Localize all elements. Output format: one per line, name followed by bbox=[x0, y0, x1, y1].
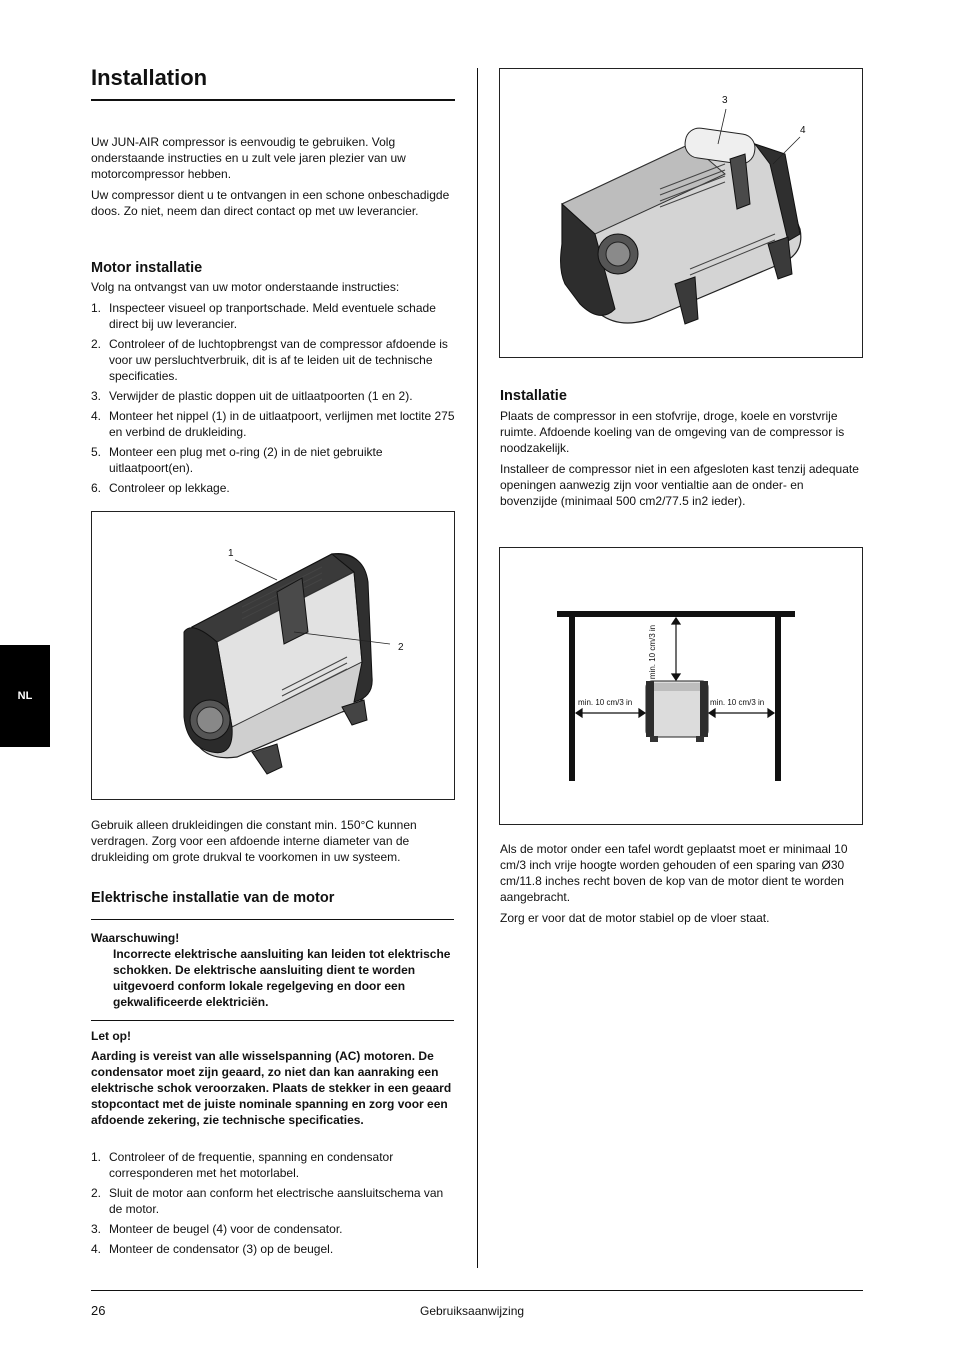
installatie-paragraph-2: Installeer de compressor niet in een afgesloten kast tenzij adequate openingen aanwezig zijn voor ventialtie aan de onder- en bovenzijde (minimaal 500 cm2/77.5 in2 ieder). bbox=[500, 462, 859, 508]
list-item: 2. Sluit de motor aan conform het electrische aansluitschema van de motor. bbox=[91, 1186, 444, 1216]
list-item: 1. Inspecteer visueel op tranportschade. Meld eventuele schade direct bij uw leverancier. bbox=[91, 301, 436, 331]
clearance-diagram bbox=[499, 547, 863, 825]
floor-stability-note: Zorg er voor dat de motor stabiel op de vloer staat. bbox=[500, 911, 770, 925]
motor-lead: Volg na ontvangst van uw motor onderstaande instructies: bbox=[91, 280, 400, 294]
list-item: 3. Monteer de beugel (4) voor de condensator. bbox=[91, 1222, 343, 1236]
language-tab: NL bbox=[0, 645, 50, 747]
list-item: 2. Controleer of de luchtopbrengst van de compressor afdoende is voor uw persluchtverbruik, dit is af te leiden uit de technische specificaties. bbox=[91, 337, 448, 383]
installatie-paragraph-1: Plaats de compressor in een stofvrije, droge, koele en vorstvrije ruimte. Afdoende koeling van de omgeving van de compressor is noodzakelijk. bbox=[500, 409, 845, 455]
installatie-heading: Installatie bbox=[500, 388, 567, 404]
note-title: Let op! bbox=[91, 1029, 131, 1043]
intro-paragraph-1: Uw JUN-AIR compressor is eenvoudig te gebruiken. Volg onderstaande instructies en u zult vele jaren plezier van uw motorcompressor hebben. bbox=[91, 135, 406, 181]
title-rule bbox=[91, 99, 455, 101]
clearance-top-label: min. 10 cm/3 in bbox=[648, 624, 658, 680]
elec-heading: Elektrische installatie van de motor bbox=[91, 890, 335, 906]
footer-rule bbox=[91, 1290, 863, 1291]
clearance-illustration bbox=[500, 548, 862, 824]
compressor-illustration-2 bbox=[500, 69, 862, 357]
note-text: Aarding is vereist van alle wisselspanning (AC) motoren. De condensator moet zijn geaard, zo niet dan kan aanraking een elektrische schok veroorzaken. Plaats de stekker in een geaard stopcontact met de juiste nominale spanning en zorg voor een afdoende zekering, zie technische specificaties. bbox=[91, 1049, 452, 1127]
intro-paragraph-2: Uw compressor dient u te ontvangen in een schone onbeschadigde doos. Zo niet, neem dan direct contact op met uw leverancier. bbox=[91, 188, 450, 218]
warning-top-rule bbox=[91, 919, 454, 920]
figure-callout-1: 1 bbox=[228, 548, 234, 559]
page-title: Installation bbox=[91, 65, 208, 90]
warning-text: Incorrecte elektrische aansluiting kan leiden tot elektrische schokken. De elektrische aansluiting dient te worden uitgevoerd conform lokale regelgeving en door een gekwalificeerde elektriciën. bbox=[113, 947, 451, 1009]
table-placement-note: Als de motor onder een tafel wordt geplaatst moet er minimaal 10 cm/3 inch vrije hoogte worden gehouden of een sparing van Ø30 cm/11.8 inches recht boven de kop van de motor dient te worden aangebracht. bbox=[500, 842, 848, 904]
list-item: 1. Controleer of de frequentie, spanning en condensator corresponderen met het motorlabel. bbox=[91, 1150, 394, 1180]
list-item: 5. Monteer een plug met o-ring (2) in de niet gebruikte uitlaatpoort(en). bbox=[91, 445, 383, 475]
list-item: 4. Monteer het nippel (1) in de uitlaatpoort, verlijmen met loctite 275 en verbind de drukleiding. bbox=[91, 409, 455, 439]
figure-callout-2: 2 bbox=[398, 642, 404, 653]
compressor-figure-1 bbox=[91, 511, 455, 800]
figure-callout-3: 3 bbox=[722, 95, 728, 106]
motor-steps bbox=[91, 300, 455, 500]
list-item: 4. Monteer de condensator (3) op de beugel. bbox=[91, 1242, 334, 1256]
warning-bottom-rule bbox=[91, 1020, 454, 1021]
figure-callout-4: 4 bbox=[800, 125, 806, 136]
list-item: 3. Verwijder de plastic doppen uit de uitlaatpoorten (1 en 2). bbox=[91, 389, 413, 403]
footer-title: Gebruiksaanwijzing bbox=[420, 1304, 525, 1318]
clearance-left-label: min. 10 cm/3 in bbox=[578, 698, 633, 707]
clearance-right-label: min. 10 cm/3 in bbox=[710, 698, 765, 707]
compressor-illustration-1 bbox=[92, 512, 454, 799]
page-number: 26 bbox=[91, 1303, 106, 1318]
list-item: 6. Controleer op lekkage. bbox=[91, 481, 230, 495]
compressor-figure-2 bbox=[499, 68, 863, 358]
elec-steps bbox=[91, 1149, 455, 1261]
motor-heading: Motor installatie bbox=[91, 260, 203, 276]
pressure-line-note: Gebruik alleen drukleidingen die constant min. 150°C kunnen verdragen. Zorg voor een afdoende interne diameter van de drukleiding om grote drukval te voorkomen in uw systeem. bbox=[91, 818, 417, 864]
column-divider bbox=[477, 68, 478, 1268]
warning-title: Waarschuwing! bbox=[91, 931, 180, 945]
